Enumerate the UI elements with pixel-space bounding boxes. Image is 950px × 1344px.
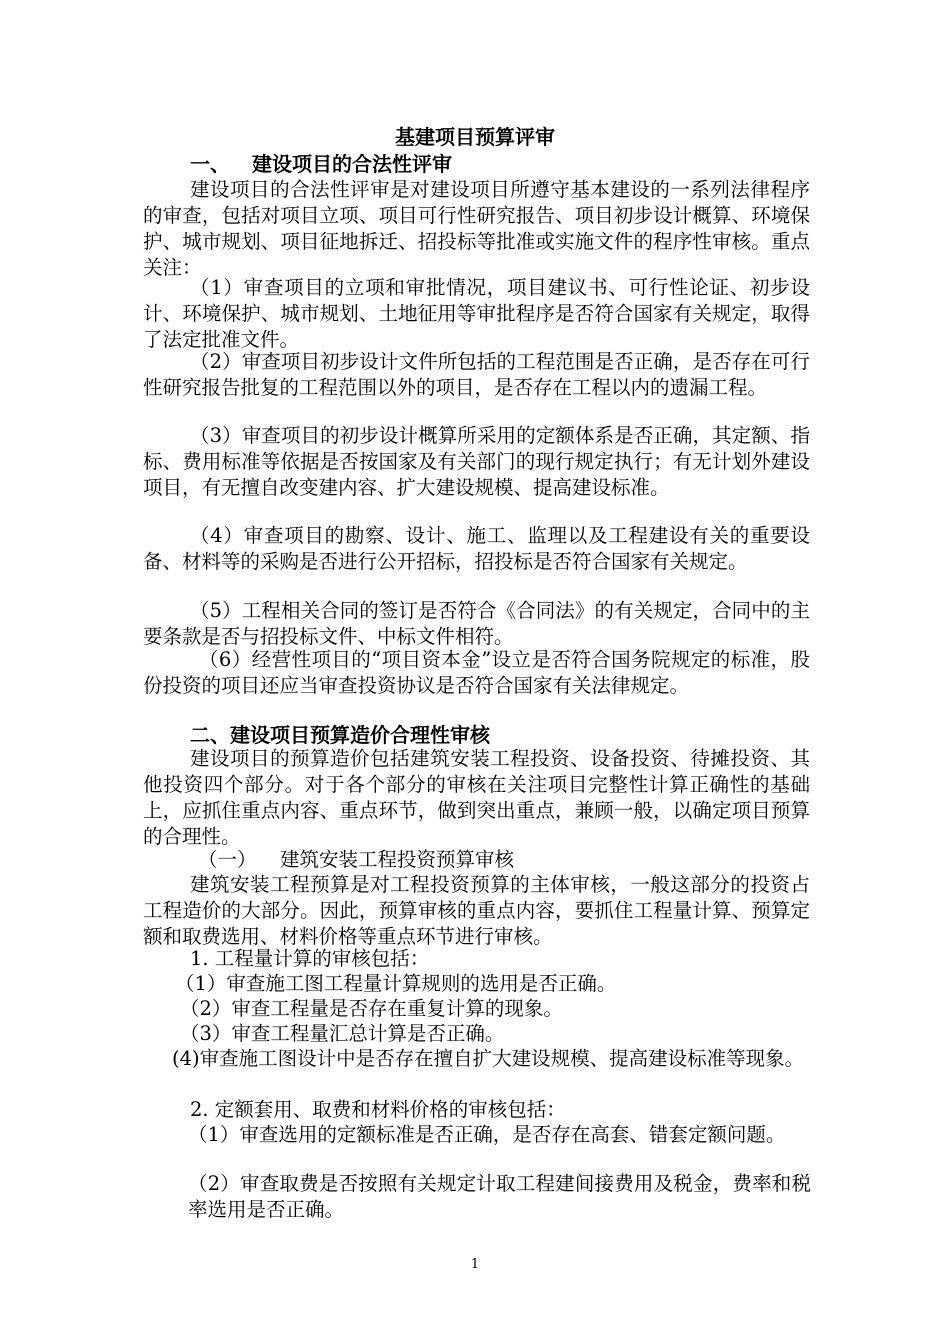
- list1-item-3: （3）审查工程量汇总计算是否正确。: [180, 1022, 505, 1045]
- section1-heading: [190, 151, 452, 177]
- list2-item-1: （1）审查选用的定额标准是否正确，是否存在高套、错套定额问题。: [188, 1123, 786, 1146]
- section1-intro: 建设项目的合法性评审是对建设项目所遵守基本建设的一系列法律程序的审查，包括对项目立项、项目可行性研究报告、项目初步设计概算、环境保护、城市规划、项目征地拆迁、招投标等批准或实施文件的程序性审核。重点关注：: [143, 178, 810, 279]
- subsection1-heading-text: 建筑安装工程投资预算审核: [280, 848, 515, 871]
- section2-heading: 二、建设项目预算造价合理性审核: [190, 723, 490, 747]
- list1-title: 1. 工程量计算的审核包括：: [190, 947, 430, 970]
- section2-intro: 建设项目的预算造价包括建筑安装工程投资、设备投资、待摊投资、其他投资四个部分。对于各个部分的审核在关注项目完整性计算正确性的基础上，应抓住重点内容、重点环节，做到突出重点，兼顾一般，以确定项目预算的合理性。: [143, 747, 810, 848]
- section1-point-5: （5）工程相关合同的签订是否符合《合同法》的有关规定，合同中的主要条款是否与招投标文件、中标文件相符。: [143, 599, 810, 648]
- section1-heading-text: 建设项目的合法性评审: [252, 152, 452, 176]
- subsection1-intro: 建筑安装工程预算是对工程投资预算的主体审核，一般这部分的投资占工程造价的大部分。因此，预算审核的重点内容，要抓住工程量计算、预算定额和取费选用、材料价格等重点环节进行审核。: [143, 873, 810, 948]
- list1-item-1: （1）审查施工图工程量计算规则的选用是否正确。: [175, 972, 617, 995]
- subsection1-heading: [198, 847, 514, 873]
- section1-point-4: （4）审查项目的勘察、设计、施工、监理以及工程建设有关的重要设备、材料等的采购是否进行公开招标，招投标是否符合国家有关规定。: [143, 524, 810, 573]
- section1-number: 一、: [190, 152, 230, 176]
- list1-item-4: (4)审查施工图设计中是否存在擅自扩大建设规模、提高建设标准等现象。: [172, 1047, 805, 1070]
- section1-point-3: （3）审查项目的初步设计概算所采用的定额体系是否正确，其定额、指标、费用标准等依据是否按国家及有关部门的现行规定执行；有无计划外建设项目，有无擅自改变建内容、扩大建设规模、提高建设标准。: [143, 424, 810, 499]
- subsection1-number: （一）: [198, 848, 257, 871]
- section1-point-2: （2）审查项目初步设计文件所包括的工程范围是否正确，是否存在可行性研究报告批复的工程范围以外的项目，是否存在工程以内的遗漏工程。: [143, 350, 810, 399]
- list2-title: 2. 定额套用、取费和材料价格的审核包括：: [190, 1098, 566, 1121]
- section1-point-6: （6）经营性项目的“项目资本金”设立是否符合国务院规定的标准，股份投资的项目还应当审查投资协议是否符合国家有关法律规定。: [143, 648, 810, 697]
- section1-point-1: （1）审查项目的立项和审批情况，项目建议书、可行性论证、初步设计、环境保护、城市规划、土地征用等审批程序是否符合国家有关规定，取得了法定批准文件。: [143, 276, 810, 351]
- list1-item-2: （2）审查工程量是否存在重复计算的现象。: [180, 997, 563, 1020]
- document-title: 基建项目预算评审: [395, 125, 555, 149]
- list2-item-2: （2）审查取费是否按照有关规定计取工程建间接费用及税金，费率和税率选用是否正确。: [188, 1172, 811, 1221]
- page-number: 1: [470, 1257, 480, 1272]
